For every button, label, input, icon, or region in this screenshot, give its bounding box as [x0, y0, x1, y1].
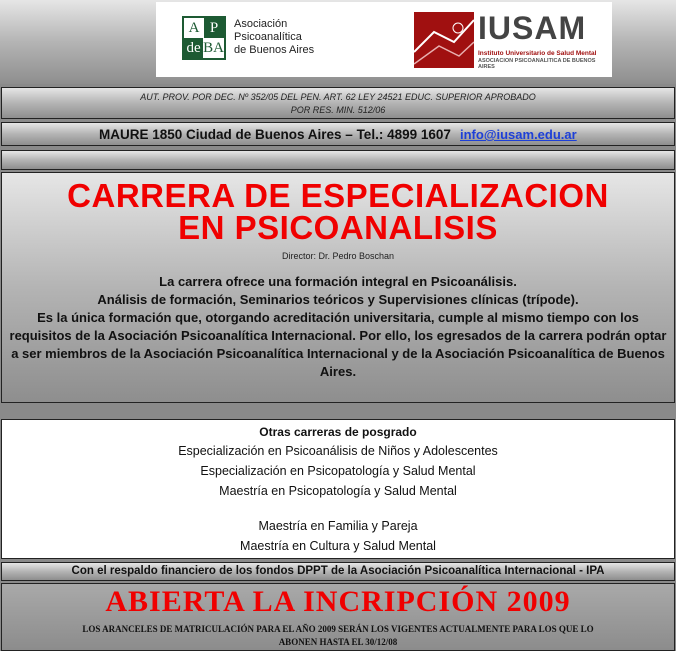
other-programs-box — [1, 419, 675, 559]
iusam-affiliation: ASOCIACION PSICOANALITICA DE BUENOS AIRES — [478, 58, 596, 70]
email-link[interactable]: info@iusam.edu.ar — [460, 127, 577, 142]
iusam-logo-icon — [414, 12, 474, 68]
authorization-box — [1, 87, 675, 119]
address-text: MAURE 1850 Ciudad de Buenos Aires – Tel.: 4899 1607 — [99, 127, 451, 142]
authorization-line: POR RES. MIN. 512/06 — [290, 105, 386, 115]
divider-band — [1, 150, 675, 170]
program-title: CARRERA DE ESPECIALIZACION — [67, 177, 609, 214]
program-description-line: La carrera ofrece una formación integral en Psicoanálisis. — [159, 274, 517, 289]
logo-banner — [156, 2, 612, 77]
enrollment-box — [1, 583, 675, 651]
program-description-line: a ser miembros de la Asociación Psicoanalítica Internacional y de la Asociación Psicoanalítica de Buenos — [11, 346, 665, 361]
program-description-line: requisitos de la Asociación Psicoanalítica Internacional. Por ello, los egresados de la carrera podrán optar — [9, 328, 667, 343]
contact-box — [1, 122, 675, 146]
program-director: Director: Dr. Pedro Boschan — [281, 251, 395, 261]
other-program-item: Maestría en Psicopatología y Salud Mental — [219, 484, 457, 498]
iusam-name: IUSAM — [478, 10, 587, 46]
apba-name-line: de Buenos Aires — [234, 44, 315, 56]
iusam-subtitle: Instituto Universitario de Salud Mental — [478, 50, 597, 57]
enrollment-note-line: LOS ARANCELES DE MATRICULACIÓN PARA EL AÑO 2009 SERÁN LOS VIGENTES ACTUALMENTE PARA LOS QUE LO — [82, 624, 594, 634]
funding-box — [1, 562, 675, 581]
program-title: EN PSICOANALISIS — [178, 209, 498, 246]
logo-strip — [0, 0, 676, 84]
other-program-item: Maestría en Cultura y Salud Mental — [240, 539, 436, 553]
program-description-line: Es la única formación que, otorgando acreditación universitaria, cumple al mismo tiempo con los — [37, 310, 639, 325]
apba-letter: de — [184, 38, 203, 58]
enrollment-note-line: ABONEN HASTA EL 30/12/08 — [278, 637, 398, 647]
apba-name-line: Psicoanalítica — [234, 31, 302, 43]
apba-name — [234, 18, 314, 57]
funding-note: Con el respaldo financiero de los fondos DPPT de la Asociación Psicoanalítica Internacional - IPA — [71, 565, 605, 577]
apba-name-line: Asociación — [234, 18, 288, 30]
other-programs-title: Otras carreras de posgrado — [259, 425, 417, 439]
apba-letter: A — [184, 18, 204, 38]
apba-logo — [182, 16, 226, 60]
program-box — [1, 172, 675, 403]
apba-letter: P — [204, 18, 224, 38]
other-program-item: Maestría en Familia y Pareja — [258, 519, 418, 533]
other-program-item: Especialización en Psicoanálisis de Niños y Adolescentes — [178, 444, 498, 458]
apba-letter: BA — [203, 38, 224, 58]
other-program-item: Especialización en Psicopatología y Salud Mental — [200, 464, 476, 478]
program-description-line: Aires. — [319, 364, 357, 379]
program-description-line: Análisis de formación, Seminarios teóricos y Supervisiones clínicas (trípode). — [97, 292, 579, 307]
authorization-line: AUT. PROV. POR DEC. Nº 352/05 DEL PEN. ART. 62 LEY 24521 EDUC. SUPERIOR APROBADO — [140, 92, 536, 102]
enrollment-title: ABIERTA LA INCRIPCIÓN 2009 — [105, 585, 571, 618]
